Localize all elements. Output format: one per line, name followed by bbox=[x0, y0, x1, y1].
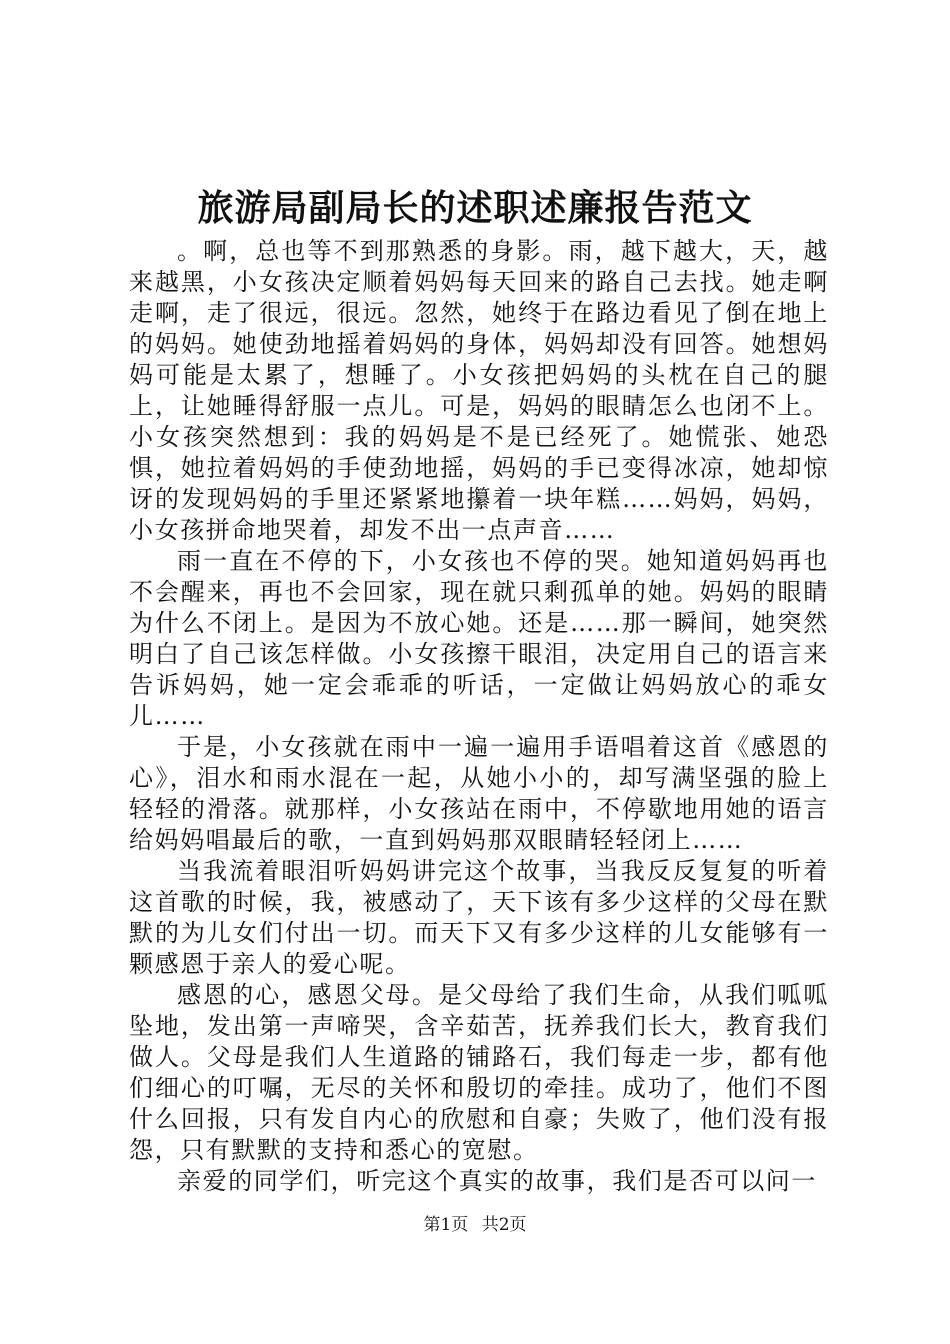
paragraph: 于是，小女孩就在雨中一遍一遍用手语唱着这首《感恩的心》，泪水和雨水混在一起，从她小小的，却写满坚强的脸上轻轻的滑落。就那样，小女孩站在雨中，不停歇地用她的语言给妈妈唱最后的歌，一直到妈妈那双眼睛轻轻闭上…… bbox=[129, 733, 829, 854]
page-number: 第1页 bbox=[423, 1215, 469, 1235]
paragraph: 感恩的心，感恩父母。是父母给了我们生命，从我们呱呱坠地，发出第一声啼哭，含辛茹苦，抚养我们长大，教育我们做人。父母是我们人生道路的铺路石，我们每走一步，都有他们细心的叮嘱，无尽的关怀和殷切的牵挂。成功了，他们不图什么回报，只有发自内心的欣慰和自豪；失败了，他们没有报怨，只有默默的支持和悉心的宽慰。 bbox=[129, 981, 829, 1164]
page-total: 共2页 bbox=[481, 1215, 527, 1235]
paragraph: 亲爱的同学们，听完这个真实的故事，我们是否可以问一 bbox=[177, 1167, 817, 1195]
document-title: 旅游局副局长的述职述廉报告范文 bbox=[197, 187, 753, 229]
paragraph: 当我流着眼泪听妈妈讲完这个故事，当我反反复复的听着这首歌的时候，我，被感动了，天下该有多少这样的父母在默默的为儿女们付出一切。而天下又有多少这样的儿女能够有一颗感恩于亲人的爱心呢。 bbox=[129, 857, 829, 978]
document-body bbox=[129, 236, 829, 1197]
paragraph: 雨一直在不停的下，小女孩也不停的哭。她知道妈妈再也不会醒来，再也不会回家，现在就只剩孤单的她。妈妈的眼睛为什么不闭上。是因为不放心她。还是……那一瞬间，她突然明白了自己该怎样做。小女孩擦干眼泪，决定用自己的语言来告诉妈妈，她一定会乖乖的听话，一定做让妈妈放心的乖女儿…… bbox=[129, 547, 829, 730]
page-footer bbox=[0, 1213, 950, 1237]
paragraph: 。啊，总也等不到那熟悉的身影。雨，越下越大，天，越来越黑，小女孩决定顺着妈妈每天回来的路自己去找。她走啊走啊，走了很远，很远。忽然，她终于在路边看见了倒在地上的妈妈。她使劲地摇着妈妈的身体，妈妈却没有回答。她想妈妈可能是太累了，想睡了。小女孩把妈妈的头枕在自己的腿上，让她睡得舒服一点儿。可是，妈妈的眼睛怎么也闭不上。小女孩突然想到：我的妈妈是不是已经死了。她慌张、她恐惧，她拉着妈妈的手使劲地摇，妈妈的手已变得冰凉，她却惊讶的发现妈妈的手里还紧紧地攥着一块年糕……妈妈，妈妈，小女孩拼命地哭着，却发不出一点声音…… bbox=[129, 237, 829, 544]
